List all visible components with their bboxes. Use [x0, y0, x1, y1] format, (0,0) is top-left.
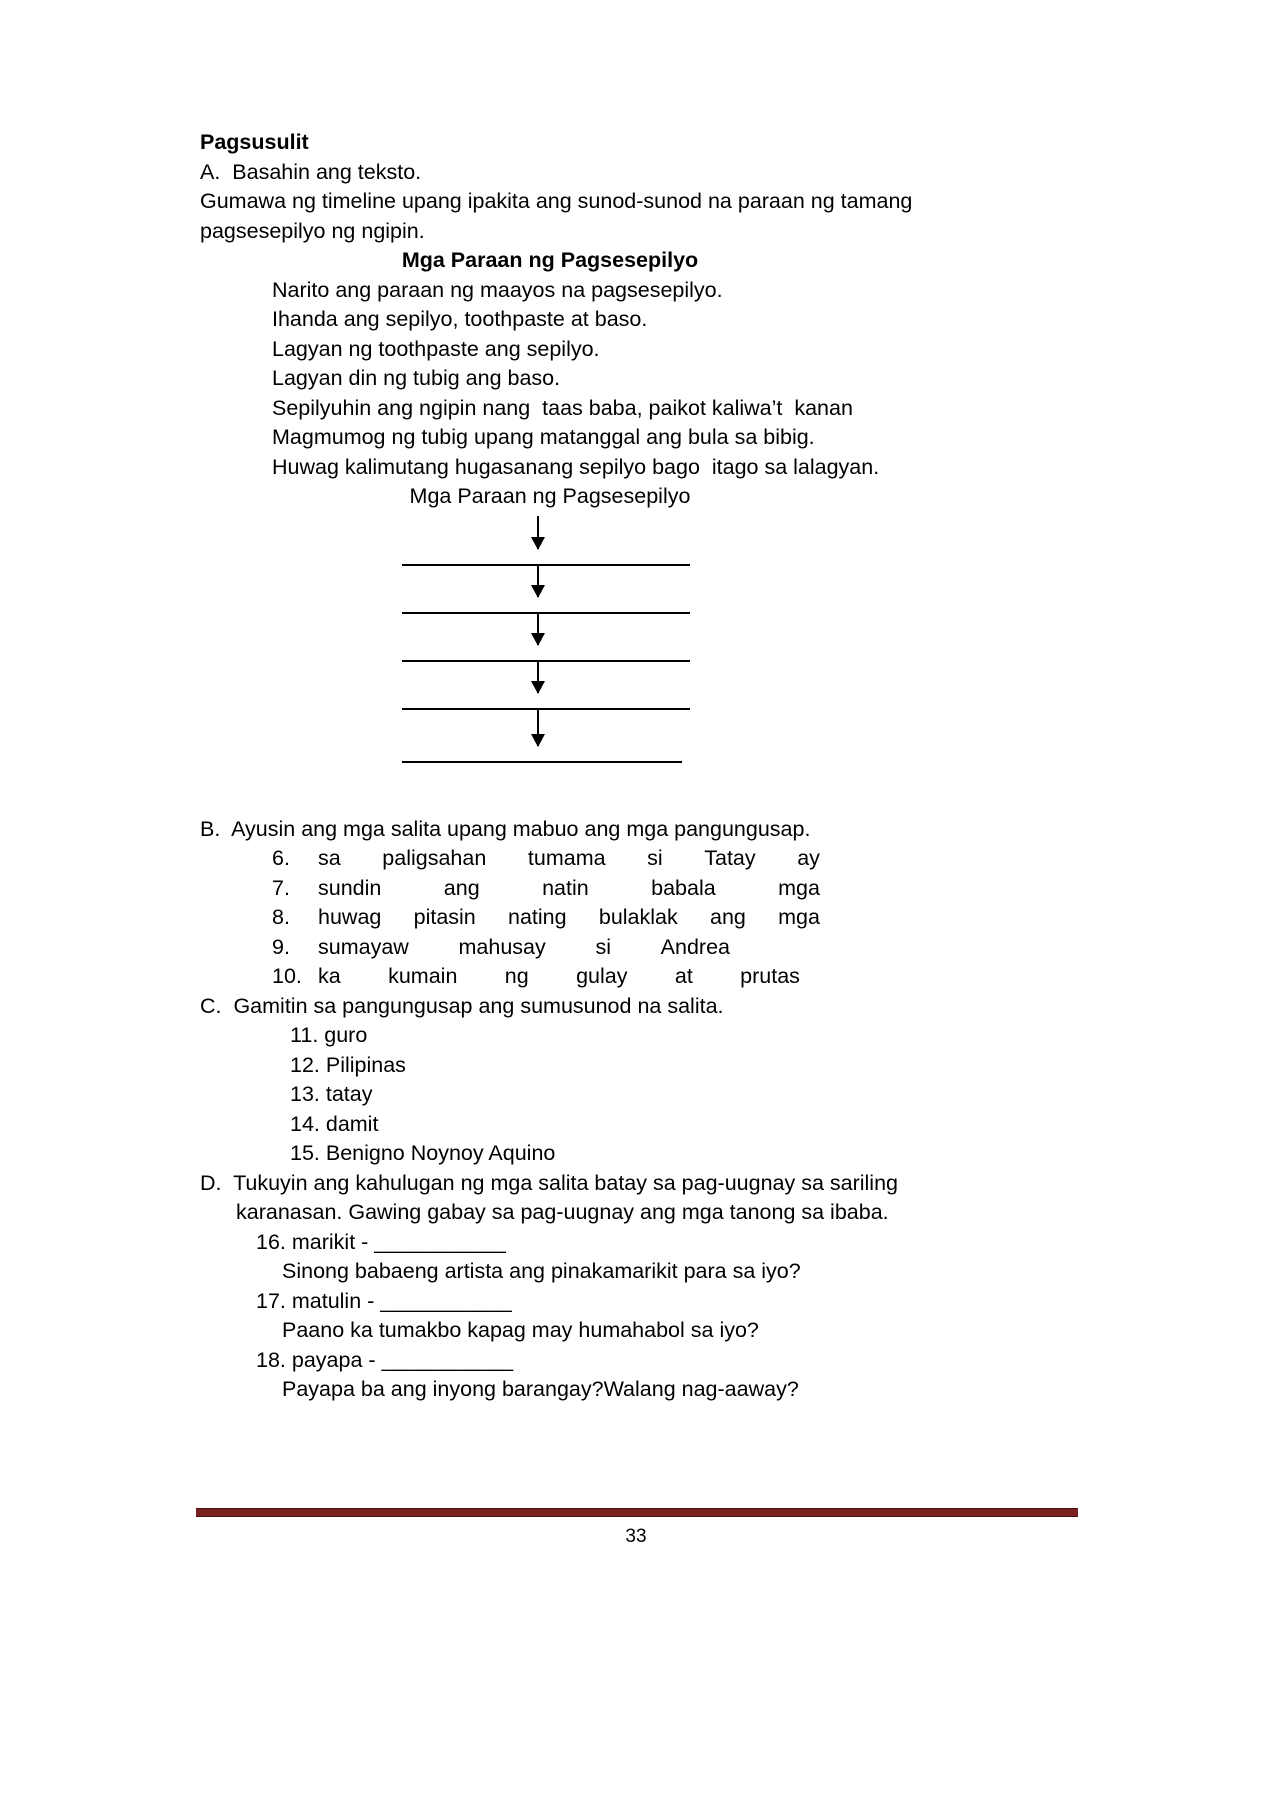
scramble-word: mga	[778, 905, 820, 929]
section-a-directive-line1: Gumawa ng timeline upang ipakita ang sunod-sunod na paraan ng tamang	[200, 189, 913, 213]
section-d-instruction-line2: karanasan. Gawing gabay sa pag-uugnay ang mga tanong sa ibaba.	[236, 1200, 889, 1224]
page-title: Pagsusulit	[200, 130, 309, 154]
scramble-word: at	[674, 964, 693, 988]
scramble-words	[318, 903, 820, 933]
section-a-instruction: Basahin ang teksto.	[232, 159, 422, 184]
timeline-arrow-2	[537, 564, 539, 597]
scramble-word: natin	[542, 875, 589, 900]
section-b-label: B.	[200, 816, 221, 841]
scramble-word: nating	[508, 905, 567, 929]
timeline-blank-line-3	[402, 660, 690, 662]
timeline-arrow-5	[537, 708, 539, 746]
definition-question: Paano ka tumakbo kapag may humahabol sa iyo?	[282, 1318, 759, 1342]
scramble-word: tumama	[527, 846, 606, 870]
section-b-instruction: Ayusin ang mga salita upang mabuo ang mga pangungusap.	[231, 816, 811, 841]
timeline-blank-line-2	[402, 612, 690, 614]
scramble-words	[318, 962, 800, 992]
scramble-word: paligsahan	[382, 846, 487, 870]
timeline-blank-line-1	[402, 564, 690, 566]
timeline-diagram-title: Mga Paraan ng Pagsesepilyo	[409, 484, 691, 508]
timeline-blank-line-5	[402, 761, 682, 763]
scramble-word: Tatay	[704, 846, 756, 870]
scramble-word: sundin	[318, 875, 382, 900]
scramble-item	[200, 874, 820, 904]
scramble-item	[200, 903, 820, 933]
section-c-heading	[200, 992, 1080, 1022]
list-item: 13. tatay	[290, 1082, 373, 1106]
section-a-label: A.	[200, 159, 221, 184]
scramble-word: pitasin	[413, 905, 476, 929]
scramble-words	[318, 933, 730, 963]
scramble-word: mga	[778, 875, 820, 900]
passage-step: Lagyan din ng tubig ang baso.	[272, 366, 561, 390]
scramble-words	[318, 844, 820, 874]
section-a-directive-line2: pagsesepilyo ng ngipin.	[200, 218, 425, 243]
scramble-words	[318, 874, 820, 904]
passage-step: Magmumog ng tubig upang matanggal ang bula sa bibig.	[272, 425, 815, 449]
scramble-item	[200, 933, 730, 963]
definition-question: Payapa ba ang inyong barangay?Walang nag-aaway?	[282, 1377, 799, 1401]
spacer	[200, 769, 1080, 815]
page-content	[200, 128, 1080, 1405]
scramble-word: sa	[318, 846, 341, 870]
scramble-item	[200, 844, 820, 874]
scramble-word: Andrea	[660, 934, 730, 959]
scramble-word: ay	[797, 846, 820, 870]
list-item: 14. damit	[290, 1111, 379, 1136]
section-d-heading	[200, 1169, 1080, 1199]
item-number: 9.	[272, 934, 290, 959]
timeline-blank-line-4	[402, 708, 690, 710]
passage-steps	[200, 276, 1080, 483]
timeline-arrow-4	[537, 660, 539, 693]
item-number: 8.	[272, 905, 290, 929]
section-d-instruction-line1: Tukuyin ang kahulugan ng mga salita batay sa pag-uugnay sa sariling	[233, 1170, 898, 1195]
passage-step: Huwag kalimutang hugasanang sepilyo bago itago sa lalagyan.	[272, 454, 880, 479]
definition-question: Sinong babaeng artista ang pinakamarikit para sa iyo?	[282, 1259, 801, 1283]
scramble-word: bulaklak	[598, 905, 678, 929]
scramble-word: ng	[504, 964, 529, 988]
scramble-word: babala	[651, 875, 716, 900]
scramble-word: si	[647, 846, 663, 870]
timeline-arrow-3	[537, 612, 539, 645]
scramble-word: gulay	[576, 964, 628, 988]
section-d-label: D.	[200, 1170, 222, 1195]
page-number: 33	[625, 1526, 647, 1547]
timeline-arrow-1	[537, 516, 539, 549]
scramble-word: si	[595, 934, 611, 959]
section-a-heading	[200, 158, 1080, 188]
scramble-word: ang	[710, 905, 746, 929]
footer-divider	[196, 1508, 1078, 1517]
passage-step: Ihanda ang sepilyo, toothpaste at baso.	[272, 307, 648, 331]
section-c-instruction: Gamitin sa pangungusap ang sumusunod na salita.	[233, 993, 724, 1018]
scramble-item	[200, 962, 800, 992]
scramble-word: prutas	[740, 964, 800, 988]
item-number: 6.	[272, 846, 290, 870]
list-item: 11. guro	[290, 1023, 368, 1047]
passage-title: Mga Paraan ng Pagsesepilyo	[401, 248, 699, 272]
scramble-word: huwag	[318, 905, 382, 929]
definition-prompt: 17. matulin - ___________	[256, 1288, 512, 1313]
scramble-word: ang	[443, 875, 480, 900]
passage-step: Narito ang paraan ng maayos na pagsesepilyo.	[272, 277, 723, 302]
passage-step: Lagyan ng toothpaste ang sepilyo.	[272, 336, 600, 361]
scramble-word: mahusay	[458, 934, 546, 959]
section-c-label: C.	[200, 993, 222, 1018]
timeline-diagram	[200, 514, 900, 769]
list-item: 12. Pilipinas	[290, 1052, 406, 1077]
definition-prompt: 18. payapa - ___________	[256, 1347, 514, 1372]
item-number: 10.	[272, 964, 302, 988]
scramble-word: sumayaw	[318, 934, 409, 959]
definition-prompt: 16. marikit - ___________	[256, 1229, 506, 1254]
passage-step: Sepilyuhin ang ngipin nang taas baba, paikot kaliwa’t kanan	[272, 395, 853, 420]
list-item: 15. Benigno Noynoy Aquino	[290, 1141, 556, 1165]
scramble-word: kumain	[388, 964, 458, 988]
section-b-heading	[200, 815, 1080, 845]
scramble-word: ka	[318, 964, 341, 988]
item-number: 7.	[272, 875, 290, 900]
